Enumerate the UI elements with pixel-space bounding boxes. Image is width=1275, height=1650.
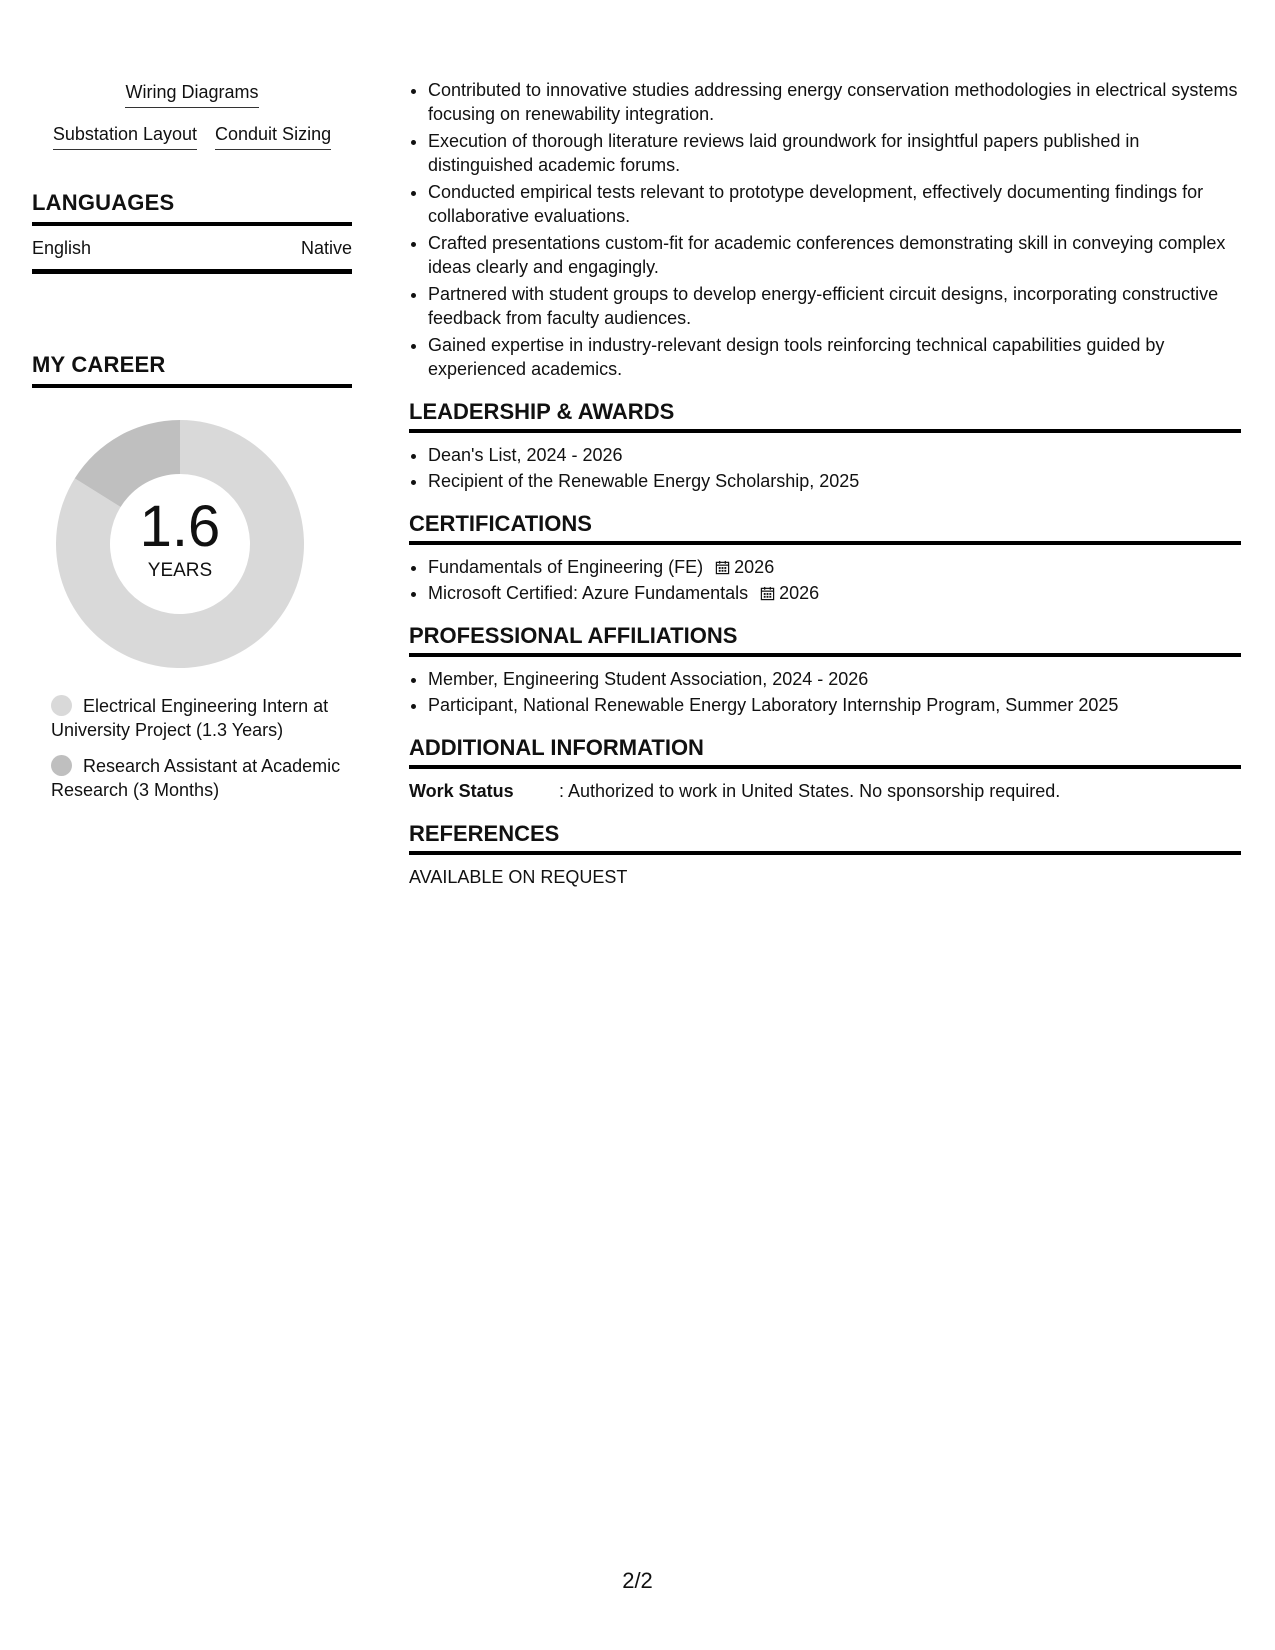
career-total-unit: YEARS bbox=[147, 560, 213, 581]
affiliations-list bbox=[409, 667, 1241, 717]
work-status-row bbox=[409, 779, 1241, 803]
affiliation-item: • Member, Engineering Student Association, 2024 - 2026 bbox=[428, 667, 1241, 691]
affiliation-item: • Participant, National Renewable Energy Laboratory Internship Program, Summer 2025 bbox=[428, 693, 1241, 717]
skill-tag: Substation Layout bbox=[53, 122, 197, 150]
experience-bullet: • Contributed to innovative studies addressing energy conservation methodologies in electrical systems focusing on renewability integration. bbox=[428, 78, 1241, 126]
career-heading: MY CAREER bbox=[32, 352, 352, 388]
language-row bbox=[32, 226, 352, 274]
certification-year: 2026 bbox=[734, 557, 775, 577]
affiliations-heading: PROFESSIONAL AFFILIATIONS bbox=[409, 623, 1241, 657]
certification-year: 2026 bbox=[779, 583, 820, 603]
work-status-label: Work Status bbox=[409, 781, 514, 801]
certification-name: Microsoft Certified: Azure Fundamentals bbox=[428, 583, 749, 603]
experience-bullet: • Crafted presentations custom-fit for academic conferences demonstrating skill in conveying complex ideas clearly and engagingly. bbox=[428, 231, 1241, 279]
work-status-value: : Authorized to work in United States. No sponsorship required. bbox=[559, 781, 1061, 801]
legend-item bbox=[51, 754, 351, 802]
skills-row bbox=[32, 122, 352, 150]
calendar-icon bbox=[715, 560, 730, 575]
experience-bullet: • Gained expertise in industry-relevant design tools reinforcing technical capabilities guided by experienced academics. bbox=[428, 333, 1241, 381]
page-number: 2/2 bbox=[622, 1568, 653, 1593]
certification-item bbox=[428, 581, 1241, 605]
certifications-list bbox=[409, 555, 1241, 605]
certifications-heading: CERTIFICATIONS bbox=[409, 511, 1241, 545]
calendar-icon bbox=[760, 586, 775, 601]
additional-info-heading: ADDITIONAL INFORMATION bbox=[409, 735, 1241, 769]
language-name: English bbox=[32, 238, 92, 258]
leadership-item: • Recipient of the Renewable Energy Scholarship, 2025 bbox=[428, 469, 1241, 493]
experience-bullet: • Execution of thorough literature reviews laid groundwork for insightful papers published in distinguished academic forums. bbox=[428, 129, 1241, 177]
experience-bullet: • Partnered with student groups to develop energy-efficient circuit designs, incorporating constructive feedback from faculty audiences. bbox=[428, 282, 1241, 330]
experience-bullet: • Conducted empirical tests relevant to prototype development, effectively documenting findings for collaborative evaluations. bbox=[428, 180, 1241, 228]
references-heading: REFERENCES bbox=[409, 821, 1241, 855]
certification-name: Fundamentals of Engineering (FE) bbox=[428, 557, 704, 577]
references-text: AVAILABLE ON REQUEST bbox=[409, 867, 628, 887]
legend-dot-icon bbox=[51, 755, 72, 776]
experience-bullets bbox=[409, 78, 1241, 381]
legend-label: Electrical Engineering Intern at University Project (1.3 Years) bbox=[51, 696, 329, 740]
legend-label: Research Assistant at Academic Research (3 Months) bbox=[51, 756, 341, 800]
leadership-list bbox=[409, 443, 1241, 493]
career-total-value: 1.6 bbox=[139, 494, 221, 559]
skill-tag: Conduit Sizing bbox=[215, 122, 331, 150]
legend-item bbox=[51, 694, 351, 742]
legend-dot-icon bbox=[51, 695, 72, 716]
skills-row bbox=[32, 80, 352, 108]
right-column bbox=[409, 78, 1241, 889]
left-column bbox=[32, 80, 352, 814]
certification-item bbox=[428, 555, 1241, 579]
career-legend bbox=[51, 694, 351, 802]
leadership-heading: LEADERSHIP & AWARDS bbox=[409, 399, 1241, 433]
career-donut-chart bbox=[56, 420, 304, 668]
skill-tag: Wiring Diagrams bbox=[125, 80, 258, 108]
donut-center bbox=[56, 420, 304, 668]
languages-heading: LANGUAGES bbox=[32, 190, 352, 226]
leadership-item: • Dean's List, 2024 - 2026 bbox=[428, 443, 1241, 467]
language-level: Native bbox=[300, 238, 352, 258]
